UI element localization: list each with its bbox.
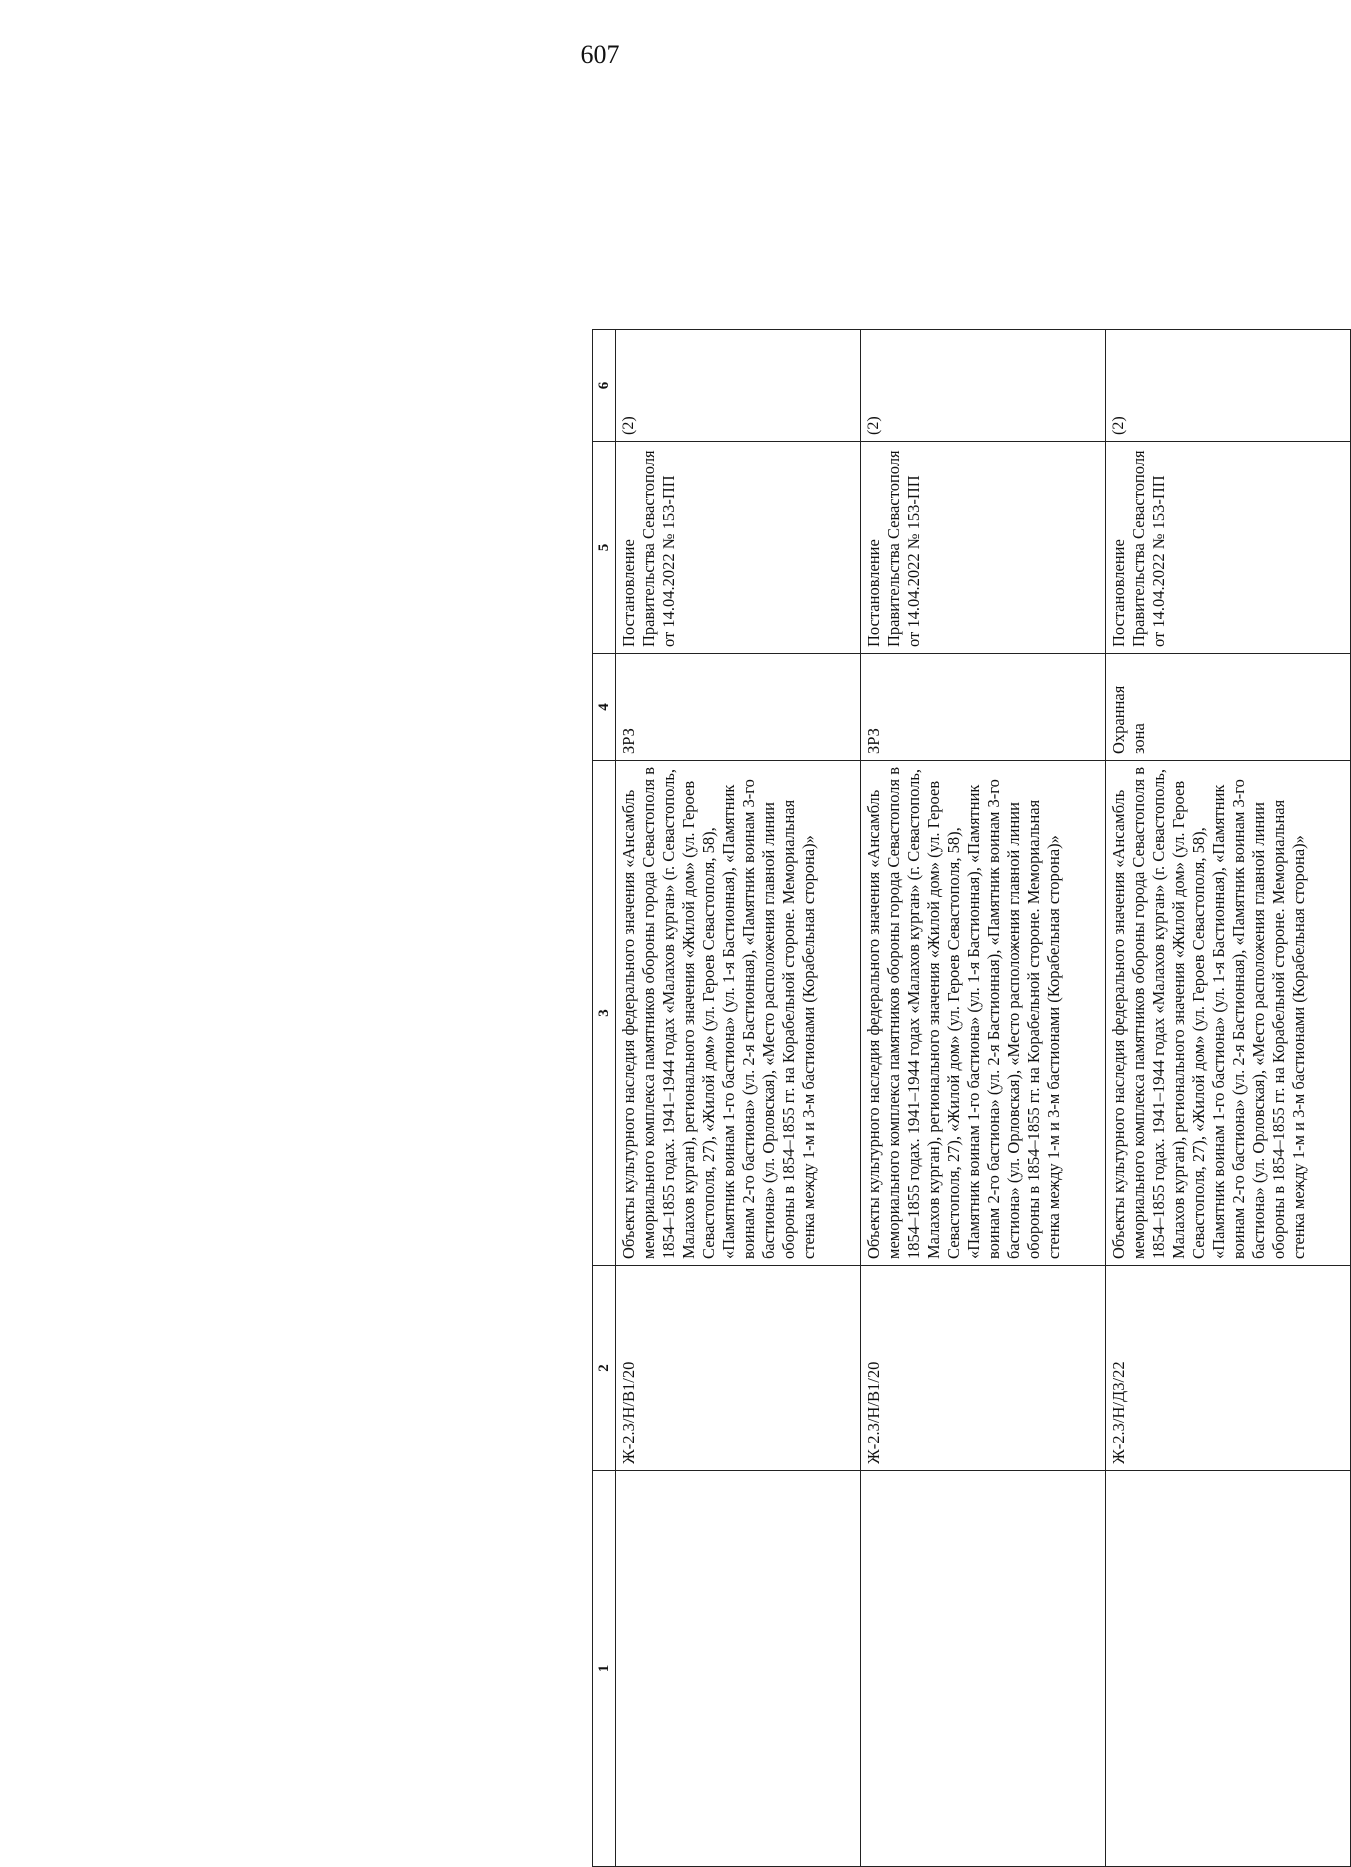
table-row [1106, 330, 1351, 1867]
column-header-3: 3 [593, 761, 616, 1266]
cell-document: Постановление Правительства Севастополя от 14.04.2022 № 153-ПП [1106, 442, 1351, 654]
column-header-2: 2 [593, 1266, 616, 1471]
cell-document: Постановление Правительства Севастополя от 14.04.2022 № 153-ПП [861, 442, 1106, 654]
column-header-4: 4 [593, 654, 616, 761]
cell-code: Ж-2.3/Н/В1/20 [616, 1266, 861, 1471]
rotated-table-container [592, 330, 1351, 1867]
cell-note: (2) [861, 330, 1106, 442]
cell-note: (2) [1106, 330, 1351, 442]
column-header-1: 1 [593, 1471, 616, 1867]
cell-description: Объекты культурного наследия федерального значения «Ансамбль мемориального комплекса памятников обороны города Севастополя в 1854–1855 годах. 1941–1944 годах «Малахов курган» (г. Севастополь, Малахов курган), регионального значения «Жилой дом» (ул. Героев Севастополя, 27), «Жилой дом» (ул. Героев Севастополя, 58), «Памятник воинам 1-го бастиона» (ул. 1-я Бастионная), «Памятник воинам 2-го бастиона» (ул. 2-я Бастионная), «Памятник воинам 3-го бастиона» (ул. Орловская), «Место расположения главной линии обороны в 1854–1855 гг. на Корабельной стороне. Мемориальная стенка между 1-м и 3-м бастионами (Корабельная сторона)» [1106, 761, 1351, 1266]
cell-code: Ж-2.3/Н/Д3/22 [1106, 1266, 1351, 1471]
table-row [861, 330, 1106, 1867]
cell-description: Объекты культурного наследия федерального значения «Ансамбль мемориального комплекса памятников обороны города Севастополя в 1854–1855 годах. 1941–1944 годах «Малахов курган» (г. Севастополь, Малахов курган), регионального значения «Жилой дом» (ул. Героев Севастополя, 27), «Жилой дом» (ул. Героев Севастополя, 58), «Памятник воинам 1-го бастиона» (ул. 1-я Бастионная), «Памятник воинам 2-го бастиона» (ул. 2-я Бастионная), «Памятник воинам 3-го бастиона» (ул. Орловская), «Место расположения главной линии обороны в 1854–1855 гг. на Корабельной стороне. Мемориальная стенка между 1-м и 3-м бастионами (Корабельная сторона)» [616, 761, 861, 1266]
column-header-5: 5 [593, 442, 616, 654]
cell-col1 [616, 1471, 861, 1867]
page-number: 607 [580, 40, 620, 69]
cell-note: (2) [616, 330, 861, 442]
cell-col1 [861, 1471, 1106, 1867]
zones-table [592, 329, 1351, 1867]
cell-zone: ЗРЗ [616, 654, 861, 761]
table-header-row [593, 330, 616, 1867]
cell-zone: ЗРЗ [861, 654, 1106, 761]
cell-description: Объекты культурного наследия федерального значения «Ансамбль мемориального комплекса памятников обороны города Севастополя в 1854–1855 годах. 1941–1944 годах «Малахов курган» (г. Севастополь, Малахов курган), регионального значения «Жилой дом» (ул. Героев Севастополя, 27), «Жилой дом» (ул. Героев Севастополя, 58), «Памятник воинам 1-го бастиона» (ул. 1-я Бастионная), «Памятник воинам 2-го бастиона» (ул. 2-я Бастионная), «Памятник воинам 3-го бастиона» (ул. Орловская), «Место расположения главной линии обороны в 1854–1855 гг. на Корабельной стороне. Мемориальная стенка между 1-м и 3-м бастионами (Корабельная сторона)» [861, 761, 1106, 1266]
cell-zone: Охранная зона [1106, 654, 1351, 761]
cell-document: Постановление Правительства Севастополя от 14.04.2022 № 153-ПП [616, 442, 861, 654]
table-row [616, 330, 861, 1867]
column-header-6: 6 [593, 330, 616, 442]
cell-col1 [1106, 1471, 1351, 1867]
cell-code: Ж-2.3/Н/В1/20 [861, 1266, 1106, 1471]
